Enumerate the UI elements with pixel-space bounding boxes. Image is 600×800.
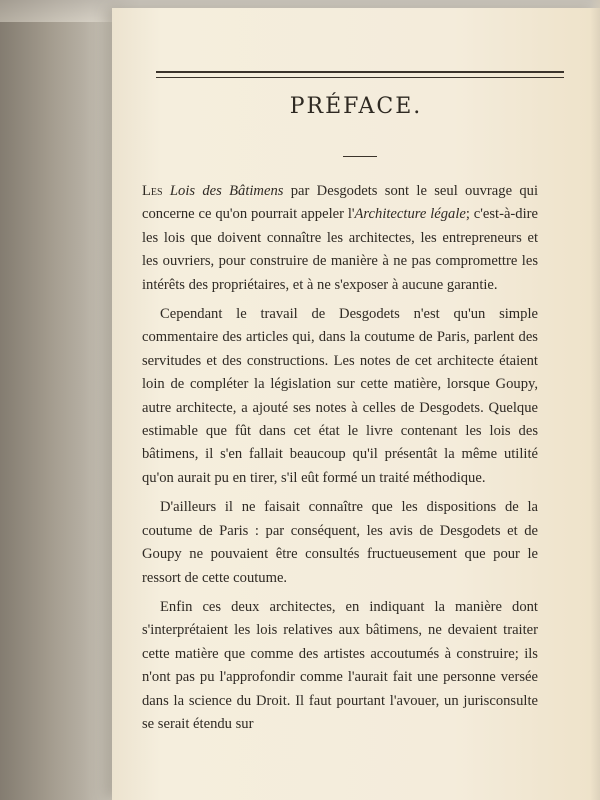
paragraph-4 bbox=[142, 596, 538, 736]
header-double-rule bbox=[156, 71, 564, 78]
body-text bbox=[142, 180, 538, 736]
text-run bbox=[163, 183, 170, 199]
page-title: PRÉFACE. bbox=[289, 94, 423, 119]
page-edge bbox=[590, 0, 600, 800]
book-page bbox=[112, 8, 600, 800]
text-run: Cependant le travail de Desgodets n'est qu'un simple commentaire des articles qui, dans la coutume de Paris, parlent des servitudes et des constructions. Les notes de cet architecte étaient loin de compléter la législation sur cette matière, lorsque Goupy, autre architecte, a ajouté ses notes à celles de Desgodets. Quelque estimable que fût dans cet état le livre contenant les lois des bâtimens, il s'en fallait beaucoup qu'il présentât la même utilité qu'on aurait pu en tirer, s'il eût formé un traité méthodique. bbox=[142, 306, 538, 486]
text-run: D'ailleurs il ne faisait connaître que les dispositions de la coutume de Paris : par conséquent, les avis de Desgodets et de Goupy ne pouvaient être consultés fructueusement que pour le ressort de cette coutume. bbox=[142, 499, 538, 586]
paragraph-lead: Les bbox=[142, 183, 163, 199]
italic-title-run: Lois des Bâtimens bbox=[169, 183, 284, 199]
text-run: par Desgodets sont le seul ouvrage qui concerne ce qu'on pourrait appeler l' bbox=[142, 183, 538, 223]
italic-term-run: Architecture légale bbox=[354, 206, 466, 223]
text-run: Enfin ces deux architectes, en indiquant la manière dont s'interprétaient les lois relatives aux bâtimens, ne devaient traiter cette matière que comme des artistes accoutumés à construire; ils n'ont pas pu l'approfondir comme l'aurait fait une personne versée dans la science du Droit. Il faut pourtant l'avouer, un jurisconsulte se serait étendu sur bbox=[142, 598, 538, 732]
paragraph-1 bbox=[142, 180, 538, 297]
paragraph-2 bbox=[142, 303, 538, 490]
text-run: ; c'est-à-dire les lois que doivent connaître les architectes, les entrepreneurs et les ouvriers, pour construire de manière à ne pas compromettre les intérêts des propriétaires, et à ne s'exposer à aucune garantie. bbox=[142, 206, 538, 293]
title-underline bbox=[343, 156, 377, 157]
paragraph-3 bbox=[142, 496, 538, 590]
